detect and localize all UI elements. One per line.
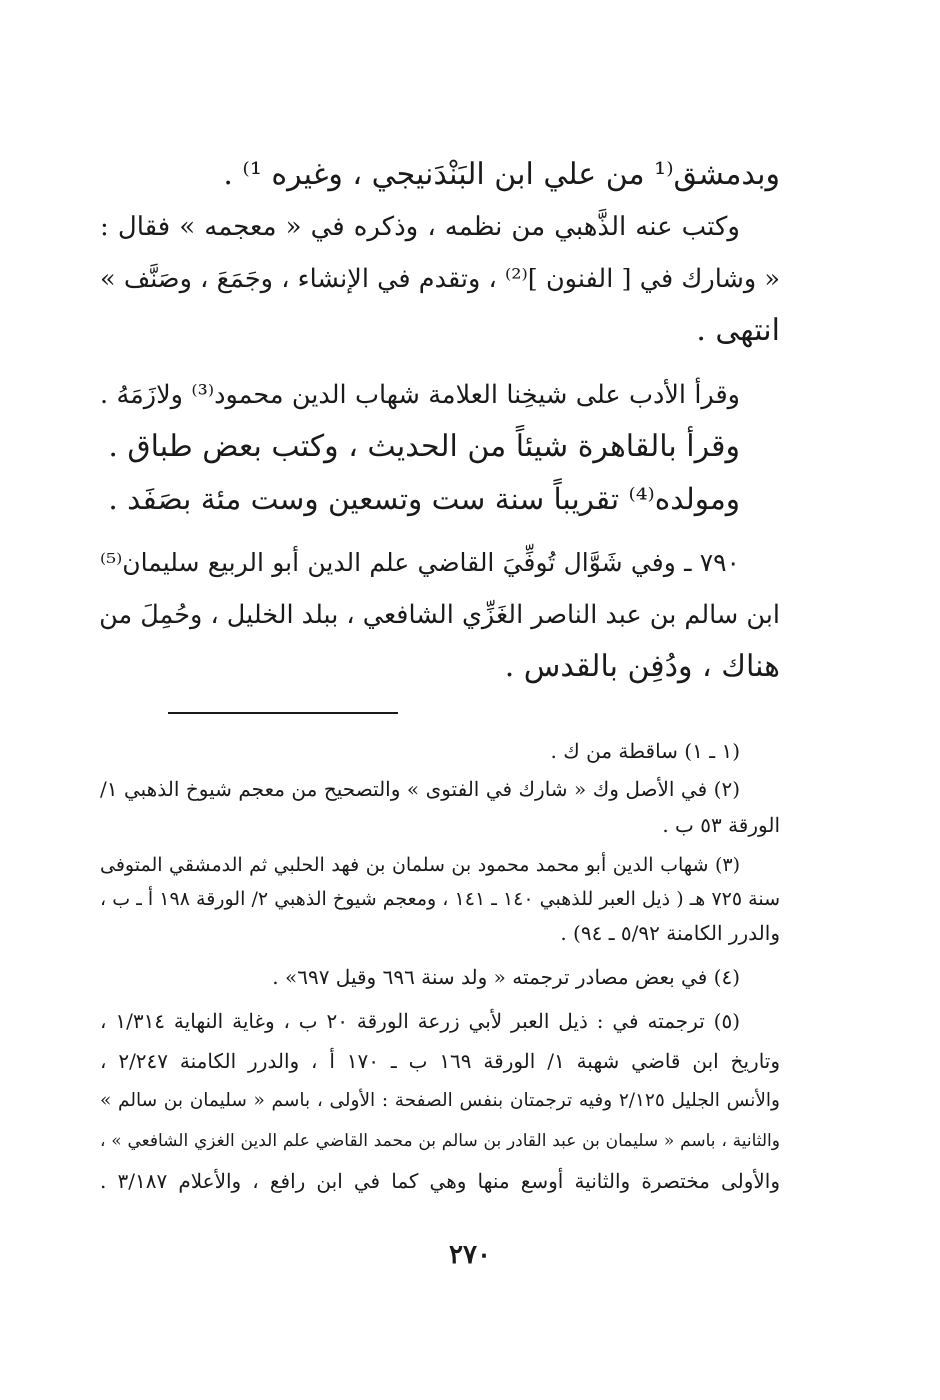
footnote-line: (٥) ترجمته في : ذيل العبر لأبي زرعة الورقة ٢٠ ب ، وغاية النهاية ١/٣١٤ ، <box>100 1009 741 1033</box>
footnote-line: والثانية ، باسم « سليمان بن عبد القادر بن سالم بن محمد القاضي علم الدين الغزي الشافعي » ، <box>100 1131 780 1151</box>
footnote-line: والدرر الكامنة ٥/٩٢ ـ ٩٤) . <box>560 921 780 945</box>
text-line: وقرأ الأدب على شيخِنا العلامة شهاب الدين محمود⁽³⁾ ولازَمَهُ . <box>100 380 740 410</box>
footnote-divider <box>168 712 398 714</box>
footnote-line: (٤) في بعض مصادر ترجمته « ولد سنة ٦٩٦ وقيل ٦٩٧» . <box>272 965 740 989</box>
text-line: هناك ، ودُفِن بالقدس . <box>504 649 780 684</box>
text-line: وبدمشق⁽¹ من علي ابن البَنْدَنيجي ، وغيره ¹⁾ . <box>223 157 780 192</box>
footnote-line: الورقة ٥٣ ب . <box>662 813 780 837</box>
footnote-line: سنة ٧٢٥ هـ ( ذيل العبر للذهبي ١٤٠ ـ ١٤١ ، ومعجم شيوخ الذهبي ٢/ الورقة ١٩٨ أ ـ ب ، <box>100 888 781 910</box>
text-line: وقرأ بالقاهرة شيئاً من الحديث ، وكتب بعض طباق . <box>108 429 740 464</box>
footnote-line: (١ ـ ١) ساقطة من ك . <box>550 739 740 763</box>
main-text <box>99 157 780 684</box>
footnotes <box>100 740 780 1192</box>
text-line: انتهى . <box>696 313 780 348</box>
footnote-line: وتاريخ ابن قاضي شهبة ١/ الورقة ١٦٩ ب ـ ١٧٠ أ ، والدرر الكامنة ٢/٢٤٧ ، <box>100 1049 781 1073</box>
footnote-line: والأولى مختصرة والثانية أوسع منها وهي كما في ابن رافع ، والأعلام ٣/١٨٧ . <box>100 1169 780 1193</box>
footnote-line: والأنس الجليل ٢/١٢٥ وفيه ترجمتان بنفس الصفحة : الأولى ، باسم « سليمان بن سالم » <box>100 1090 780 1111</box>
text-line: ٧٩٠ ـ وفي شَوَّال تُوفِّيَ القاضي علم الدين أبو الربيع سليمان⁽⁵⁾ <box>100 548 740 577</box>
footnote-line: (٣) شهاب الدين أبو محمد محمود بن سلمان بن فهد الحلبي ثم الدمشقي المتوفى <box>100 854 740 876</box>
text-line: ابن سالم بن عبد الناصر الغَزِّي الشافعي ، ببلد الخليل ، وحُمِلَ من <box>99 600 780 630</box>
text-line: « وشارك في [ الفنون ]⁽²⁾ ، وتقدم في الإنشاء ، وجَمَعَ ، وصَنَّف » <box>100 264 780 294</box>
page-number: ٢٧٠ <box>449 1240 491 1270</box>
text-line: وكتب عنه الذَّهبي من نظمه ، وذكره في « معجمه » فقال : <box>100 212 740 242</box>
text-line: ومولده⁽⁴⁾ تقريباً سنة ست وتسعين وست مئة بصَفَد . <box>108 482 740 516</box>
footnote-line: (٢) في الأصل وك « شارك في الفتوى » والتصحيح من معجم شيوخ الذهبي ١/ <box>100 777 740 801</box>
